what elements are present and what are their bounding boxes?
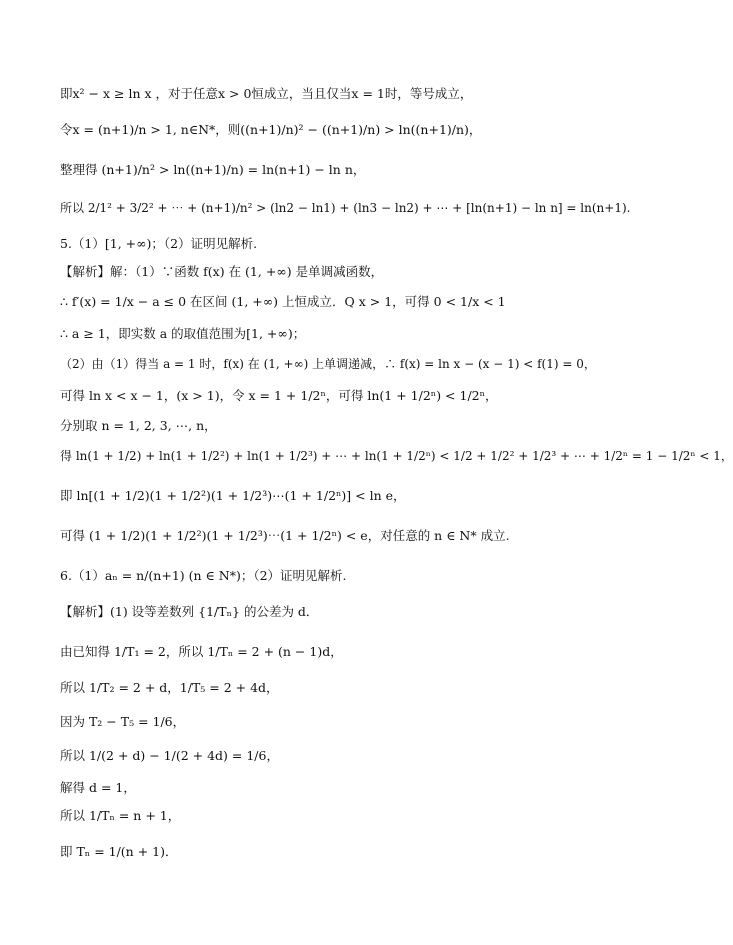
- text-line: 由已知得 1/T₁ = 2，所以 1/Tₙ = 2 + (n − 1)d，: [60, 644, 343, 659]
- answer-heading: 5.（1）[1, +∞)；（2）证明见解析.: [60, 236, 258, 251]
- solution-heading: 【解析】解：（1）∵函数 f(x) 在 (1, +∞) 是单调减函数，: [60, 264, 384, 279]
- text-line: 所以 1/Tₙ = n + 1，: [60, 808, 181, 823]
- text-line: 即 ln[(1 + 1/2)(1 + 1/2²)(1 + 1/2³)⋯(1 + 1/2ⁿ)] < ln e，: [60, 488, 406, 503]
- text-line: 所以 2/1² + 3/2² + ⋯ + (n+1)/n² > (ln2 − ln1) + (ln3 − ln2) + ⋯ + [ln(n+1) − ln n] = ln(n+1).: [60, 201, 631, 215]
- text-line: 令x = (n+1)/n > 1, n∈N*，则((n+1)/n)² − ((n+1)/n) > ln((n+1)/n)，: [60, 122, 482, 137]
- text-line: ∴ a ≥ 1，即实数 a 的取值范围为[1, +∞)；: [60, 326, 306, 341]
- text-line: 即x² − x ≥ ln x ，对于任意x > 0恒成立，当且仅当x = 1时，等号成立，: [60, 86, 473, 101]
- text-line: 分别取 n = 1, 2, 3, ⋯, n，: [60, 418, 217, 433]
- text-line: 所以 1/(2 + d) − 1/(2 + 4d) = 1/6，: [60, 748, 279, 763]
- text-line: 解得 d = 1，: [60, 780, 136, 795]
- answer-heading: 6.（1）aₙ = n/(n+1) (n ∈ N*)；（2）证明见解析.: [60, 568, 347, 583]
- text-line: 因为 T₂ − T₅ = 1/6，: [60, 714, 186, 729]
- text-line: 整理得 (n+1)/n² > ln((n+1)/n) = ln(n+1) − ln n，: [60, 162, 366, 177]
- text-line: ∴ f′(x) = 1/x − a ≤ 0 在区间 (1, +∞) 上恒成立．Q x > 1，可得 0 < 1/x < 1: [60, 294, 506, 309]
- text-line: 即 Tₙ = 1/(n + 1)．: [60, 844, 178, 859]
- text-line: 可得 ln x < x − 1，(x > 1)，令 x = 1 + 1/2ⁿ，可得 ln(1 + 1/2ⁿ) < 1/2ⁿ，: [60, 388, 498, 403]
- solution-heading: 【解析】(1) 设等差数列 {1/Tₙ} 的公差为 d．: [60, 604, 319, 619]
- text-line: （2）由（1）得当 a = 1 时，f(x) 在 (1, +∞) 上单调递减，∴ f(x) = ln x − (x − 1) < f(1) = 0，: [60, 357, 596, 371]
- text-line: 得 ln(1 + 1/2) + ln(1 + 1/2²) + ln(1 + 1/2³) + ⋯ + ln(1 + 1/2ⁿ) < 1/2 + 1/2² + 1/2³ + ⋯ + 1/2ⁿ = 1 − 1/2ⁿ < 1，: [60, 449, 733, 463]
- text-line: 所以 1/T₂ = 2 + d，1/T₅ = 2 + 4d，: [60, 680, 279, 695]
- text-line: 可得 (1 + 1/2)(1 + 1/2²)(1 + 1/2³)⋯(1 + 1/2ⁿ) < e，对任意的 n ∈ N* 成立.: [60, 528, 510, 543]
